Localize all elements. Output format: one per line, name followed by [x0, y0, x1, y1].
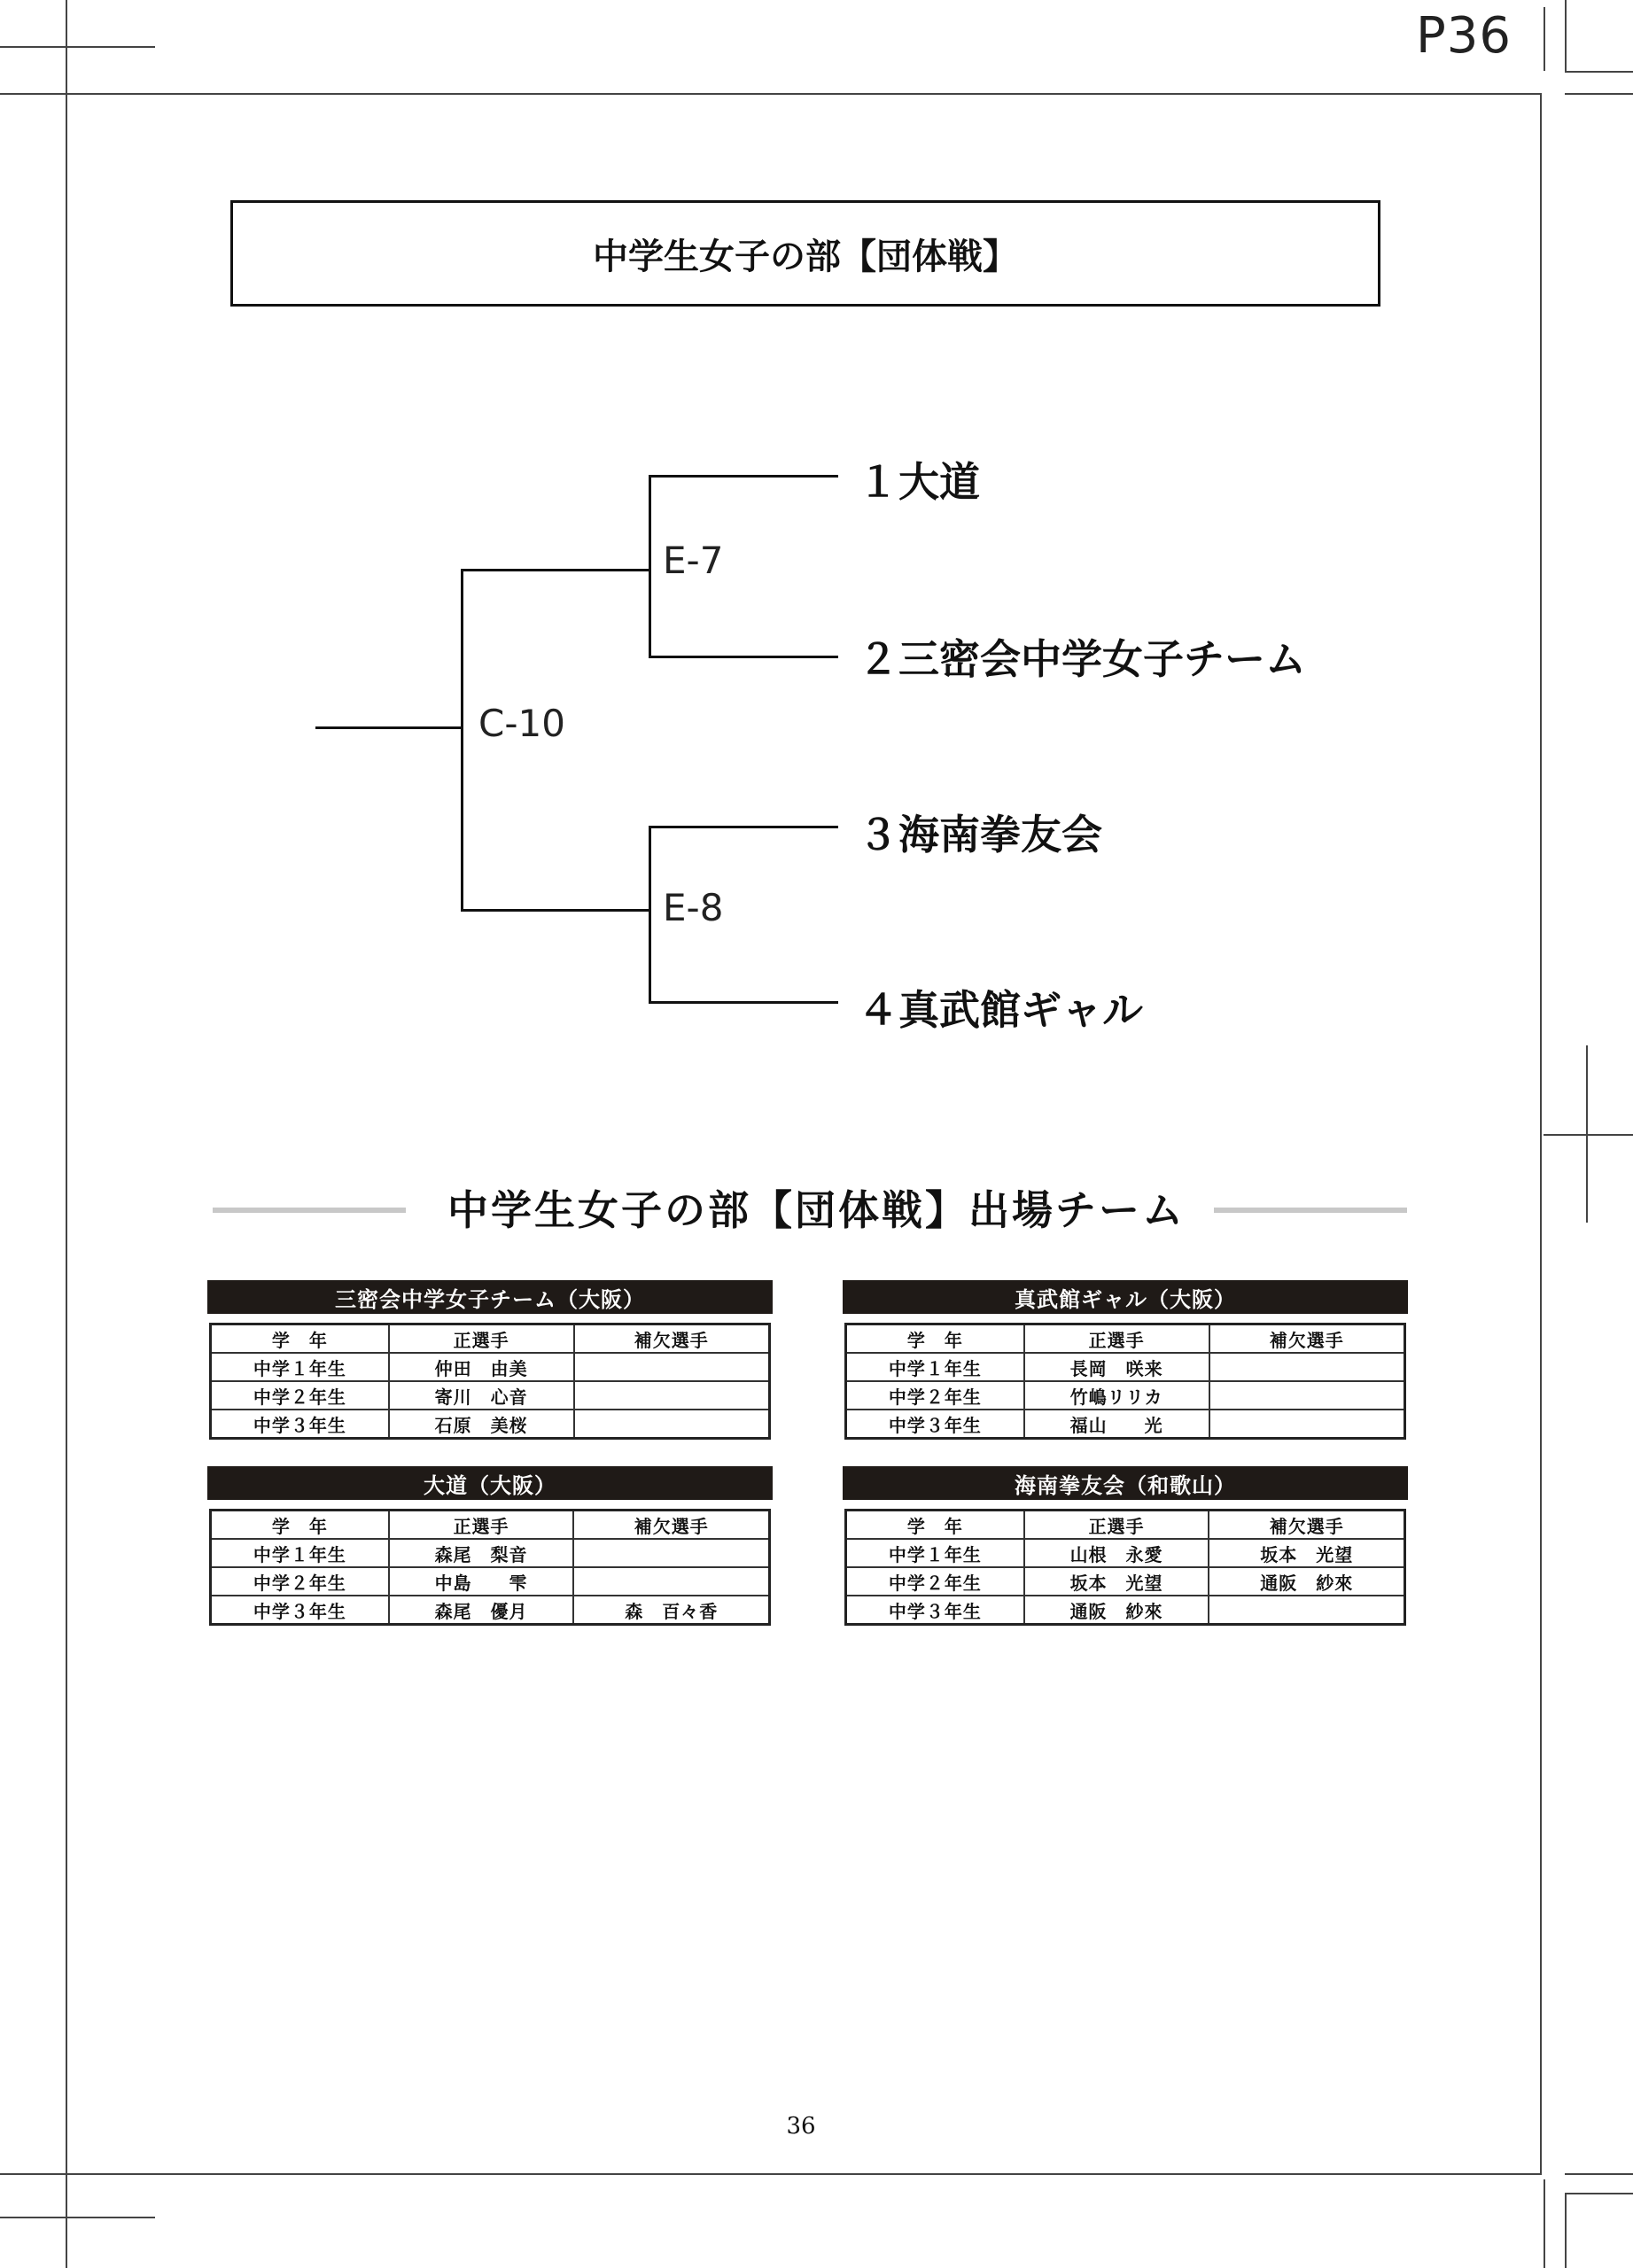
roster-card	[843, 1466, 1408, 1626]
grade-cell: 中学２年生	[211, 1381, 389, 1410]
crop-mark	[1544, 2179, 1545, 2268]
bracket-line	[649, 826, 651, 1003]
match-label-semifinal-top: E-7	[663, 539, 724, 582]
table-header-row	[211, 1511, 770, 1540]
table-header-row	[211, 1324, 770, 1354]
grade-cell: 中学１年生	[211, 1539, 389, 1567]
bracket-line	[649, 826, 838, 828]
grade-cell: 中学３年生	[211, 1410, 389, 1439]
table-row	[846, 1567, 1405, 1596]
roster-card	[207, 1466, 773, 1626]
substitute-player-cell: 坂本 光望	[1209, 1539, 1404, 1567]
substitute-player-cell	[1209, 1596, 1404, 1625]
column-header: 正選手	[389, 1511, 574, 1540]
column-header: 補欠選手	[574, 1324, 770, 1354]
bracket-team-3: ３海南拳友会	[858, 811, 1102, 858]
crop-mark	[0, 2217, 155, 2218]
regular-player-cell: 寄川 心音	[389, 1381, 574, 1410]
crop-mark	[1565, 2193, 1567, 2268]
column-header: 補欠選手	[1209, 1511, 1404, 1540]
bracket-line	[461, 909, 650, 912]
substitute-player-cell	[573, 1567, 769, 1596]
page-frame-bottom	[0, 2173, 1542, 2175]
match-label-final: C-10	[478, 702, 565, 745]
regular-player-cell: 仲田 由美	[389, 1353, 574, 1381]
crop-mark	[66, 2172, 67, 2268]
regular-player-cell: 坂本 光望	[1024, 1567, 1209, 1596]
bracket-line	[649, 475, 838, 478]
regular-player-cell: 石原 美桜	[389, 1410, 574, 1439]
roster-team-name: 海南拳友会（和歌山）	[843, 1466, 1408, 1500]
substitute-player-cell	[574, 1410, 770, 1439]
crop-mark	[1544, 1134, 1633, 1136]
footer-page-number: 36	[786, 2113, 816, 2140]
substitute-player-cell	[573, 1539, 769, 1567]
table-row	[211, 1353, 770, 1381]
table-row	[211, 1539, 770, 1567]
column-header: 正選手	[389, 1324, 574, 1354]
crop-mark	[66, 0, 67, 2172]
crop-mark	[1565, 93, 1633, 95]
column-header: 学 年	[211, 1324, 389, 1354]
column-header: 学 年	[846, 1324, 1024, 1354]
crop-mark	[1565, 2173, 1633, 2175]
grade-cell: 中学１年生	[846, 1539, 1024, 1567]
grade-cell: 中学３年生	[846, 1596, 1024, 1625]
crop-mark	[1565, 2193, 1633, 2194]
roster-team-name: 大道（大阪）	[207, 1466, 773, 1500]
substitute-player-cell	[1209, 1381, 1405, 1410]
roster-section-heading: 中学生女子の部【団体戦】出場チーム	[447, 1186, 1186, 1234]
grade-cell: 中学２年生	[846, 1381, 1024, 1410]
page-frame-top	[0, 93, 1542, 95]
bracket-team-4: ４真武館ギャル	[858, 986, 1143, 1034]
match-label-semifinal-bottom: E-8	[663, 886, 724, 929]
grade-cell: 中学３年生	[846, 1410, 1024, 1439]
crop-mark	[1565, 71, 1633, 73]
table-row	[846, 1410, 1405, 1439]
page-frame-right	[1540, 93, 1542, 2175]
roster-card	[207, 1280, 773, 1440]
grade-cell: 中学１年生	[846, 1353, 1024, 1381]
grade-cell: 中学１年生	[211, 1353, 389, 1381]
regular-player-cell: 長岡 咲来	[1024, 1353, 1209, 1381]
column-header: 学 年	[846, 1511, 1024, 1540]
roster-table	[844, 1509, 1406, 1626]
bracket-line	[461, 569, 463, 911]
substitute-player-cell	[1209, 1410, 1405, 1439]
roster-table	[844, 1323, 1406, 1440]
substitute-player-cell: 森 百々香	[573, 1596, 769, 1625]
table-row	[211, 1410, 770, 1439]
crop-mark	[0, 46, 155, 48]
bracket-line	[649, 475, 651, 657]
bracket-team-2: ２三密会中学女子チーム	[858, 635, 1306, 683]
roster-table	[209, 1323, 771, 1440]
bracket-line	[461, 569, 650, 571]
grade-cell: 中学２年生	[846, 1567, 1024, 1596]
table-row	[846, 1596, 1405, 1625]
column-header: 補欠選手	[573, 1511, 769, 1540]
column-header: 正選手	[1024, 1511, 1209, 1540]
table-header-row	[846, 1324, 1405, 1354]
substitute-player-cell: 通阪 紗來	[1209, 1567, 1404, 1596]
table-row	[211, 1596, 770, 1625]
table-row	[846, 1539, 1405, 1567]
bracket-line	[649, 656, 838, 658]
column-header: 補欠選手	[1209, 1324, 1405, 1354]
roster-team-name: 真武館ギャル（大阪）	[843, 1280, 1408, 1314]
regular-player-cell: 森尾 梨音	[389, 1539, 574, 1567]
bracket-team-1: １大道	[858, 458, 980, 506]
roster-card	[843, 1280, 1408, 1440]
regular-player-cell: 森尾 優月	[389, 1596, 574, 1625]
regular-player-cell: 通阪 紗來	[1024, 1596, 1209, 1625]
column-header: 正選手	[1024, 1324, 1209, 1354]
substitute-player-cell	[574, 1381, 770, 1410]
table-row	[846, 1353, 1405, 1381]
substitute-player-cell	[1209, 1353, 1405, 1381]
roster-table	[209, 1509, 771, 1626]
crop-mark	[1565, 0, 1567, 71]
regular-player-cell: 竹嶋リリカ	[1024, 1381, 1209, 1410]
table-row	[211, 1381, 770, 1410]
roster-team-name: 三密会中学女子チーム（大阪）	[207, 1280, 773, 1314]
substitute-player-cell	[574, 1353, 770, 1381]
grade-cell: 中学３年生	[211, 1596, 389, 1625]
table-row	[211, 1567, 770, 1596]
regular-player-cell: 中島 雫	[389, 1567, 574, 1596]
bracket-line	[649, 1001, 838, 1004]
column-header: 学 年	[211, 1511, 389, 1540]
crop-mark	[1544, 7, 1545, 71]
grade-cell: 中学２年生	[211, 1567, 389, 1596]
page-label: P36	[1416, 7, 1512, 65]
page-title: 中学生女子の部【団体戦】	[230, 200, 1380, 307]
regular-player-cell: 福山 光	[1024, 1410, 1209, 1439]
regular-player-cell: 山根 永愛	[1024, 1539, 1209, 1567]
bracket-line	[315, 726, 463, 729]
table-header-row	[846, 1511, 1405, 1540]
table-row	[846, 1381, 1405, 1410]
